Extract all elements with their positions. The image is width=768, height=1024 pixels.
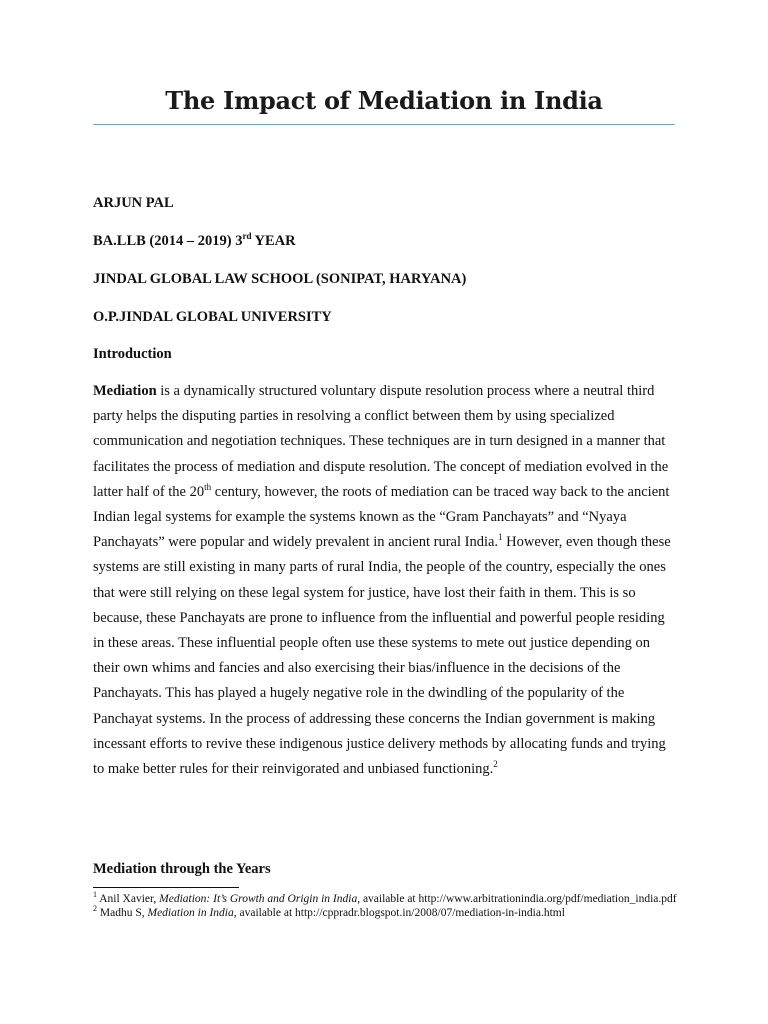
footnote-2 <box>93 906 693 920</box>
footnote-2-source-title: Mediation in India <box>147 907 234 919</box>
section-heading-mediation-through-years: Mediation through the Years <box>93 861 271 877</box>
footnotes <box>93 892 693 920</box>
footnote-2-author: Madhu S, <box>97 907 148 919</box>
section-heading-introduction: Introduction <box>93 346 172 362</box>
footnote-2-number: 2 <box>93 904 97 914</box>
century-suffix: th <box>204 481 212 492</box>
intro-text-part-2: century, however, the roots of mediation can be traced way back to the ancient Indian legal systems for example the systems known as the “Gram Panchayats” and “Nyaya Panchayats” were popular and widely prevalent in ancient rural India. <box>93 483 670 551</box>
introduction-paragraph <box>93 379 678 782</box>
footnote-1-number: 1 <box>93 890 97 900</box>
course-line <box>93 233 296 250</box>
school-name: JINDAL GLOBAL LAW SCHOOL (SONIPAT, HARYANA) <box>93 271 467 287</box>
footnote-1-source-title: Mediation: It’s Growth and Origin in India <box>159 893 358 905</box>
title-underline <box>93 124 675 125</box>
footnote-separator <box>93 887 239 888</box>
footnote-ref-1[interactable]: 1 <box>498 532 503 543</box>
intro-text-part-1: is a dynamically structured voluntary dispute resolution process where a neutral third party helps the disputing parties in resolving a conflict between them by using specialized communication and negotiation techniques. These techniques are in turn designed in a manner that facilitates the process of mediation and dispute resolution. The concept of mediation evolved in the latter half of the 20 <box>93 383 669 500</box>
footnote-1-author: Anil Xavier, <box>97 893 160 905</box>
footnote-2-availability[interactable]: , available at http://cppradr.blogspot.in/2008/07/mediation-in-india.html <box>233 907 565 919</box>
document-title: The Impact of Mediation in India <box>165 86 603 115</box>
footnote-1 <box>93 892 693 906</box>
intro-text-part-3: However, even though these systems are still existing in many parts of rural India, the people of the country, especially the ones that were still relying on these legal system for justice, have lost their faith in them. This is so because, these Panchayats are prone to influence from the influential and powerful people residing in these areas. These influential people often use these systems to mete out justice depending on their own whims and fancies and also exercising their bias/influence in the decisions of the Panchayats. This has played a hugely negative role in the dwindling of the popularity of the Panchayat systems. In the process of addressing these concerns the Indian government is making incessant efforts to revive these indigenous justice delivery methods by allocating funds and trying to make better rules for their reinvigorated and unbiased functioning. <box>93 534 671 778</box>
footnote-ref-2[interactable]: 2 <box>493 759 498 770</box>
footnote-1-availability[interactable]: , available at http://www.arbitrationindia.org/pdf/mediation_india.pdf <box>357 893 677 905</box>
course-prefix: BA.LLB (2014 – 2019) 3 <box>93 233 243 249</box>
intro-lead-term: Mediation <box>93 383 157 399</box>
course-year-label: YEAR <box>251 233 296 249</box>
course-ordinal-suffix: rd <box>242 231 252 242</box>
author-name: ARJUN PAL <box>93 195 174 211</box>
university-name: O.P.JINDAL GLOBAL UNIVERSITY <box>93 309 332 325</box>
